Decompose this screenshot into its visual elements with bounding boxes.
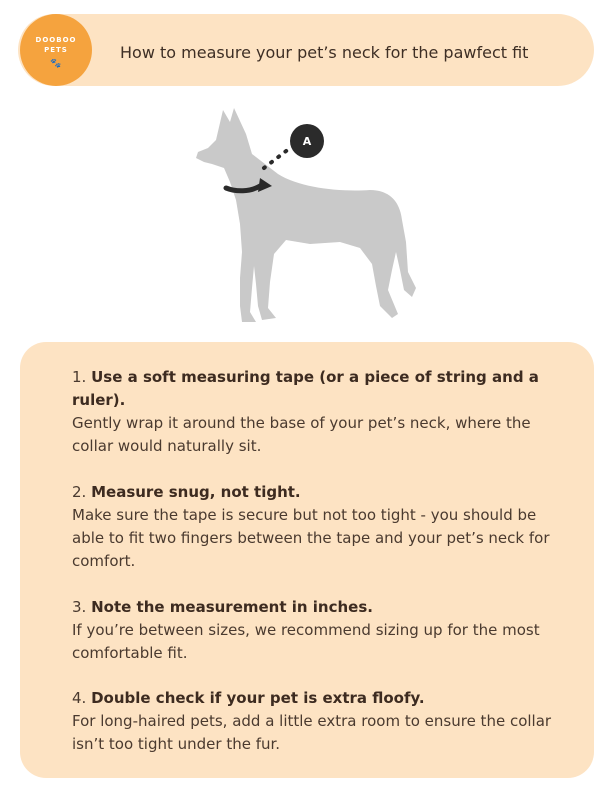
step-number: 4. [72, 689, 87, 707]
step-description: If you’re between sizes, we recommend sizing up for the most comfortable fit. [72, 621, 540, 662]
step-description: Make sure the tape is secure but not too tight - you should be able to fit two fingers between the tape and your pet’s neck for comfort. [72, 506, 550, 570]
logo-text-line1: DOOBOO [35, 36, 77, 44]
step-2 [72, 481, 552, 573]
step-3 [72, 596, 552, 665]
brand-logo [20, 14, 92, 86]
step-heading: Double check if your pet is extra floofy. [91, 689, 425, 707]
dog-illustration [190, 102, 430, 327]
step-4 [72, 687, 552, 756]
logo-text-line2: PETS [44, 46, 68, 54]
step-heading: Measure snug, not tight. [91, 483, 301, 501]
step-number: 1. [72, 368, 87, 386]
step-description: Gently wrap it around the base of your pet’s neck, where the collar would naturally sit. [72, 414, 531, 455]
step-number: 3. [72, 598, 87, 616]
marker-a-label: A [302, 135, 312, 148]
paw-icon: 🐾 [50, 59, 62, 69]
step-number: 2. [72, 483, 87, 501]
step-1 [72, 366, 552, 458]
dog-silhouette-icon [190, 102, 430, 327]
page-title: How to measure your pet’s neck for the pawfect fit [120, 43, 529, 62]
step-description: For long-haired pets, add a little extra room to ensure the collar isn’t too tight under the fur. [72, 712, 552, 753]
step-heading: Note the measurement in inches. [91, 598, 373, 616]
step-heading: Use a soft measuring tape (or a piece of string and a ruler). [72, 368, 539, 409]
